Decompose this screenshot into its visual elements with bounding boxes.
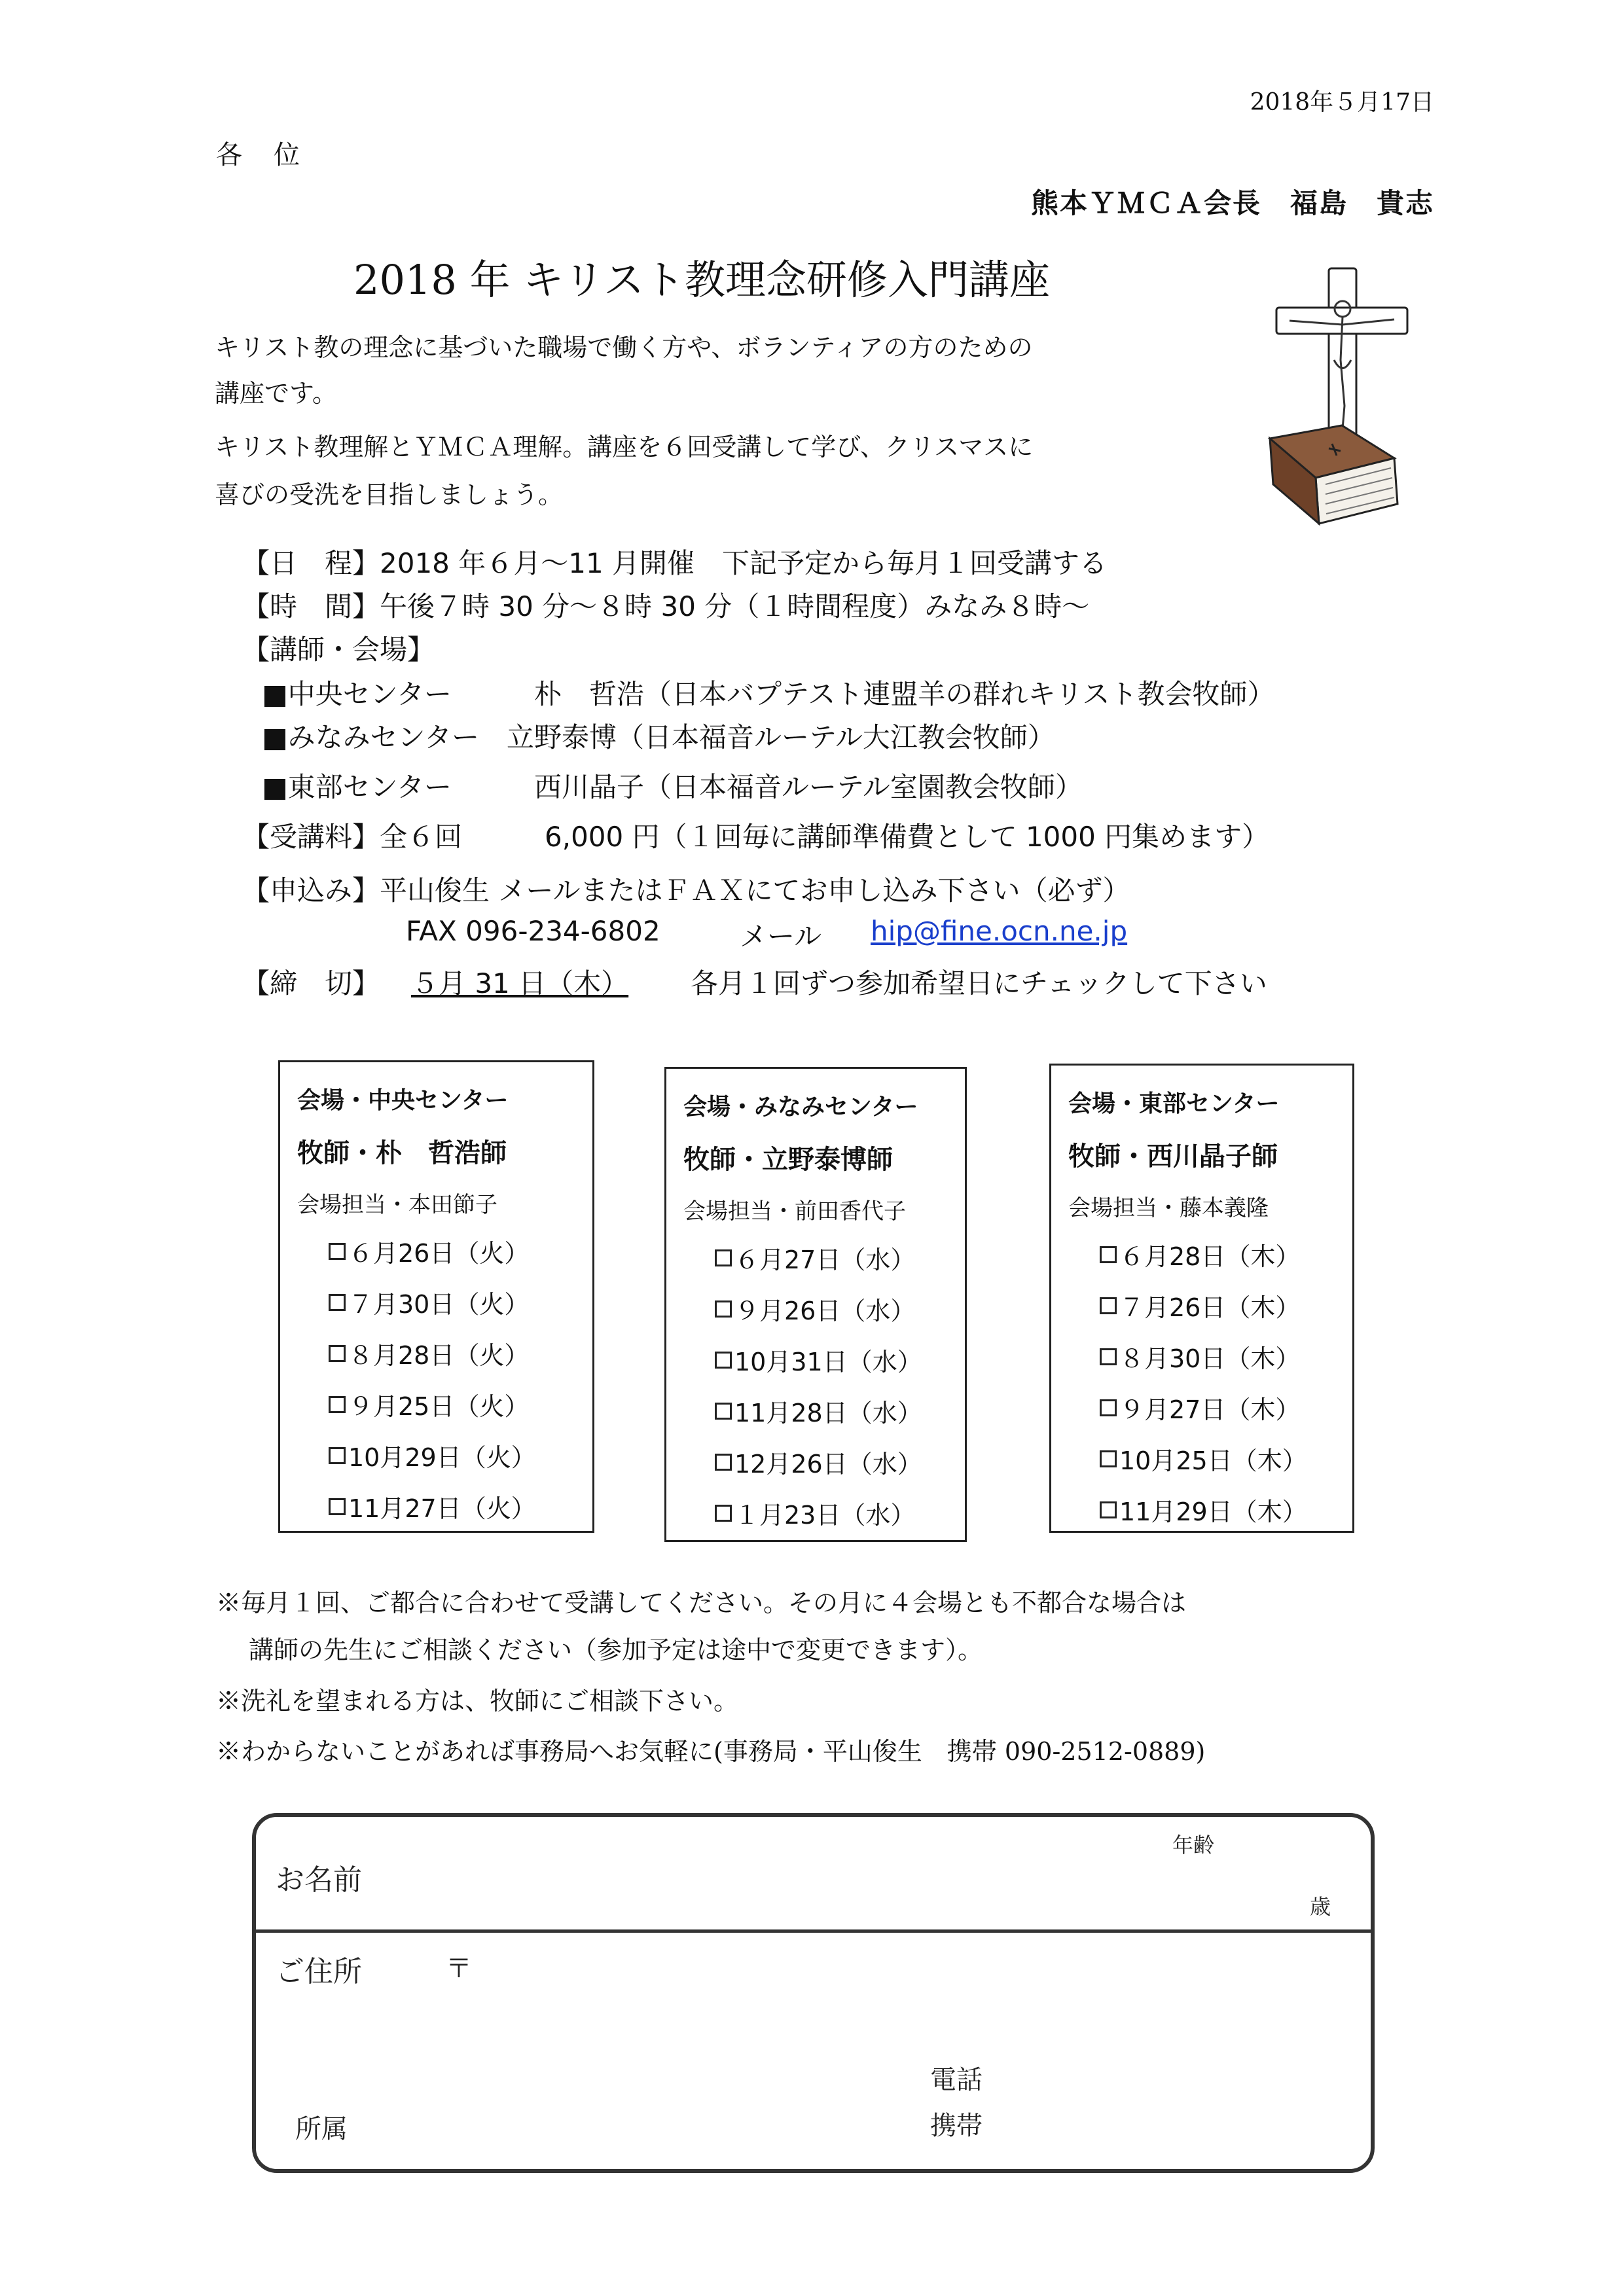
venue-pastor: 牧師・立野泰博師 bbox=[683, 1145, 893, 1175]
checkbox[interactable] bbox=[715, 1249, 732, 1266]
venue-box-central bbox=[278, 1060, 594, 1533]
date-option[interactable]: ６月26日（火） bbox=[329, 1233, 592, 1269]
checkbox[interactable] bbox=[329, 1396, 346, 1413]
time: 【時 間】午後７時 30 分～８時 30 分（１時間程度）みなみ８時～ bbox=[242, 590, 1090, 622]
venue-staff: 会場担当・前田香代子 bbox=[683, 1198, 906, 1225]
form-divider bbox=[256, 1929, 1371, 1933]
date-option[interactable]: １月23日（水） bbox=[715, 1495, 965, 1531]
checkbox[interactable] bbox=[329, 1243, 346, 1260]
date-option[interactable]: 12月26日（水） bbox=[715, 1444, 965, 1480]
date-option[interactable]: ７月26日（木） bbox=[1100, 1287, 1352, 1323]
email-link[interactable]: hip@fine.ocn.ne.jp bbox=[871, 915, 1128, 947]
venue-name: 会場・中央センター bbox=[297, 1087, 509, 1114]
deadline-note: 各月１回ずつ参加希望日にチェックして下さい bbox=[691, 967, 1267, 999]
registration-form bbox=[252, 1813, 1375, 2173]
checkbox[interactable] bbox=[715, 1403, 732, 1420]
checkbox[interactable] bbox=[1100, 1501, 1117, 1518]
venue-staff: 会場担当・本田節子 bbox=[297, 1192, 497, 1218]
venue-name: 会場・みなみセンター bbox=[683, 1094, 918, 1121]
address-field-label[interactable]: ご住所 bbox=[276, 1955, 362, 1988]
date-option[interactable]: 10月29日（火） bbox=[329, 1437, 592, 1473]
checkbox[interactable] bbox=[329, 1498, 346, 1515]
affiliation-label[interactable]: 所属 bbox=[295, 2114, 348, 2144]
checkbox[interactable] bbox=[329, 1447, 346, 1464]
addressee: 各 位 bbox=[216, 140, 302, 170]
venue-pastor: 牧師・朴 哲浩師 bbox=[297, 1138, 507, 1168]
date-option[interactable]: 11月28日（水） bbox=[715, 1393, 965, 1429]
checkbox[interactable] bbox=[1100, 1246, 1117, 1263]
schedule: 【日 程】2018 年６月～11 月開催 下記予定から毎月１回受講する bbox=[242, 547, 1108, 579]
date-option[interactable]: 11月29日（木） bbox=[1100, 1492, 1352, 1528]
deadline-label: 【締 切】 bbox=[242, 967, 380, 999]
lecturer-east: ■東部センター 西川晶子（日本福音ルーテル室園教会牧師） bbox=[262, 771, 1083, 803]
name-field-label[interactable]: お名前 bbox=[276, 1863, 362, 1897]
date-option[interactable]: 10月31日（水） bbox=[715, 1342, 965, 1378]
date-option[interactable]: ８月30日（木） bbox=[1100, 1338, 1352, 1374]
checkbox[interactable] bbox=[1100, 1348, 1117, 1365]
page-title: 2018 年 キリスト教理念研修入門講座 bbox=[353, 256, 1050, 304]
bible-icon bbox=[1270, 425, 1398, 524]
date-option[interactable]: ９月26日（水） bbox=[715, 1291, 965, 1327]
phone-label[interactable]: 電話 bbox=[930, 2065, 983, 2095]
venue-staff: 会場担当・藤本義隆 bbox=[1068, 1195, 1269, 1221]
checkbox[interactable] bbox=[1100, 1450, 1117, 1467]
cross-bible-illustration bbox=[1263, 262, 1420, 530]
sender: 熊本ＹＭＣＡ会長 福島 貴志 bbox=[1030, 187, 1434, 219]
date-option[interactable]: 11月27日（火） bbox=[329, 1488, 592, 1524]
intro-line-4: 喜びの受洗を目指しましょう。 bbox=[215, 480, 564, 509]
date-option[interactable]: ６月27日（水） bbox=[715, 1240, 965, 1276]
date-option[interactable]: ８月28日（火） bbox=[329, 1335, 592, 1371]
mobile-label[interactable]: 携帯 bbox=[930, 2111, 983, 2141]
intro-line-3: キリスト教理解とＹＭＣＡ理解。講座を６回受講して学び、クリスマスに bbox=[215, 433, 1034, 461]
lecturer-central: ■中央センター 朴 哲浩（日本バプテスト連盟羊の群れキリスト教会牧師） bbox=[262, 678, 1275, 710]
checkbox[interactable] bbox=[329, 1294, 346, 1311]
date-option[interactable]: ９月25日（火） bbox=[329, 1386, 592, 1422]
checkbox[interactable] bbox=[715, 1505, 732, 1522]
venue-name: 会場・東部センター bbox=[1068, 1090, 1280, 1117]
date-option[interactable]: ９月27日（木） bbox=[1100, 1390, 1352, 1426]
venue-box-minami bbox=[664, 1067, 967, 1542]
lecturer-minami: ■みなみセンター 立野泰博（日本福音ルーテル大江教会牧師） bbox=[262, 721, 1055, 753]
intro-line-1: キリスト教の理念に基づいた職場で働く方や、ボランティアの方のための bbox=[215, 333, 1033, 362]
postal-mark: 〒 bbox=[446, 1954, 472, 1984]
checkbox[interactable] bbox=[715, 1454, 732, 1471]
fee: 【受講料】全６回 6,000 円（１回毎に講師準備費として 1000 円集めます） bbox=[242, 821, 1270, 853]
apply: 【申込み】平山俊生 メールまたはＦＡＸにてお申し込み下さい（必ず） bbox=[242, 874, 1130, 906]
age-unit: 歳 bbox=[1310, 1894, 1331, 1919]
date-option[interactable]: ７月30日（火） bbox=[329, 1284, 592, 1320]
checkbox[interactable] bbox=[715, 1300, 732, 1318]
checkbox[interactable] bbox=[1100, 1297, 1117, 1314]
venue-pastor: 牧師・西川晶子師 bbox=[1068, 1141, 1278, 1172]
checkbox[interactable] bbox=[329, 1345, 346, 1362]
checkbox[interactable] bbox=[715, 1352, 732, 1369]
date-option[interactable]: ６月28日（木） bbox=[1100, 1236, 1352, 1272]
note-3: ※わからないことがあれば事務局へお気軽に(事務局・平山俊生 携帯 090-2512-0889) bbox=[216, 1737, 1206, 1766]
deadline-date: ５月 31 日（木） bbox=[411, 967, 629, 999]
lecturers-heading: 【講師・会場】 bbox=[242, 634, 435, 666]
venue-box-east bbox=[1049, 1064, 1354, 1533]
fax-number: FAX 096-234-6802 bbox=[406, 915, 660, 947]
note-1: ※毎月１回、ご都合に合わせて受講してください。その月に４会場とも不都合な場合は bbox=[216, 1588, 1187, 1617]
note-2: ※洗礼を望まれる方は、牧師にご相談下さい。 bbox=[216, 1687, 739, 1715]
intro-line-2: 講座です。 bbox=[215, 379, 337, 408]
date-option[interactable]: 10月25日（木） bbox=[1100, 1441, 1352, 1477]
checkbox[interactable] bbox=[1100, 1399, 1117, 1416]
document-date: 2018年５月17日 bbox=[1250, 89, 1434, 116]
mail-label: メール bbox=[740, 920, 822, 952]
age-label: 年齢 bbox=[1172, 1833, 1215, 1857]
note-1-cont: 講師の先生にご相談ください（参加予定は途中で変更できます）。 bbox=[249, 1636, 983, 1664]
